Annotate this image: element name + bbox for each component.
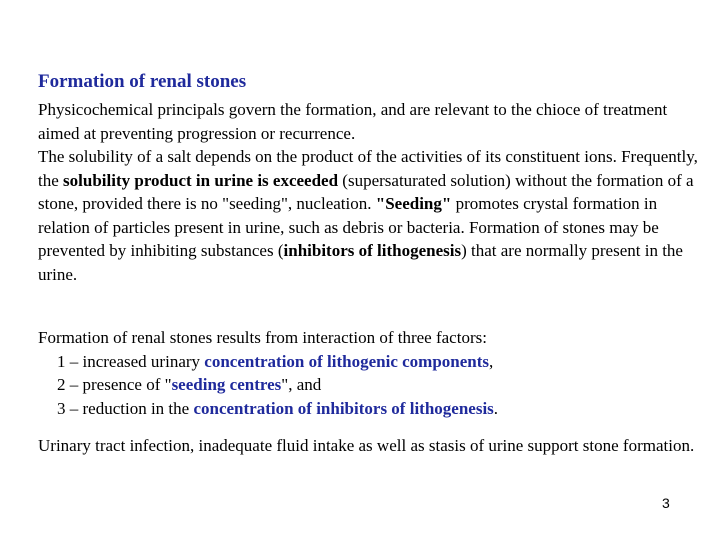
factor-item-3-suffix: . bbox=[493, 398, 499, 418]
paragraph-factors bbox=[38, 326, 698, 420]
factor-item-1 bbox=[38, 350, 698, 374]
factor-item-2-highlight: seeding centres bbox=[171, 375, 282, 395]
factor-item-1-prefix: 1 – increased urinary bbox=[57, 351, 205, 371]
factors-intro: Formation of renal stones results from interaction of three factors: bbox=[38, 328, 487, 347]
solubility-product-emphasis: solubility product in urine is exceeded bbox=[63, 170, 339, 190]
factor-item-2-prefix: 2 – presence of " bbox=[57, 375, 172, 395]
factor-item-2 bbox=[38, 373, 698, 397]
paragraph-solubility bbox=[38, 145, 698, 287]
solubility-text-3: promotes crystal formation in relation of particles present in urine, such as debris or bacteria. Formation of stones may be prevented by inhibiting substances ( bbox=[38, 194, 659, 261]
factor-item-1-suffix: , bbox=[489, 351, 494, 371]
solubility-text-4: ) that are normally present in the urine. bbox=[38, 241, 683, 284]
paragraph-physicochemical: Physicochemical principals govern the formation, and are relevant to the chioce of treatment aimed at preventing progression or recurrence. bbox=[38, 100, 668, 143]
slide-title: Formation of renal stones bbox=[38, 71, 247, 92]
solubility-text-2: (supersaturated solution) without the formation of a stone, provided there is no "seeding", nucleation. bbox=[38, 170, 694, 214]
factor-item-3-prefix: 3 – reduction in the bbox=[57, 398, 194, 418]
factor-item-1-highlight: concentration of lithogenic components bbox=[204, 351, 490, 371]
solubility-text-1: The solubility of a salt depends on the product of the activities of its constituent ions. Frequently, the bbox=[38, 147, 698, 190]
factor-item-2-suffix: ", and bbox=[281, 375, 322, 395]
paragraph-risk-factors: Urinary tract infection, inadequate fluid intake as well as stasis of urine support stone formation. bbox=[38, 436, 695, 455]
factor-item-3 bbox=[38, 397, 698, 421]
page-number: 3 bbox=[662, 495, 670, 511]
seeding-emphasis: "Seeding" bbox=[375, 194, 452, 214]
factor-item-3-highlight: concentration of inhibitors of lithogenesis bbox=[193, 398, 494, 418]
inhibitors-emphasis: inhibitors of lithogenesis bbox=[283, 241, 462, 261]
